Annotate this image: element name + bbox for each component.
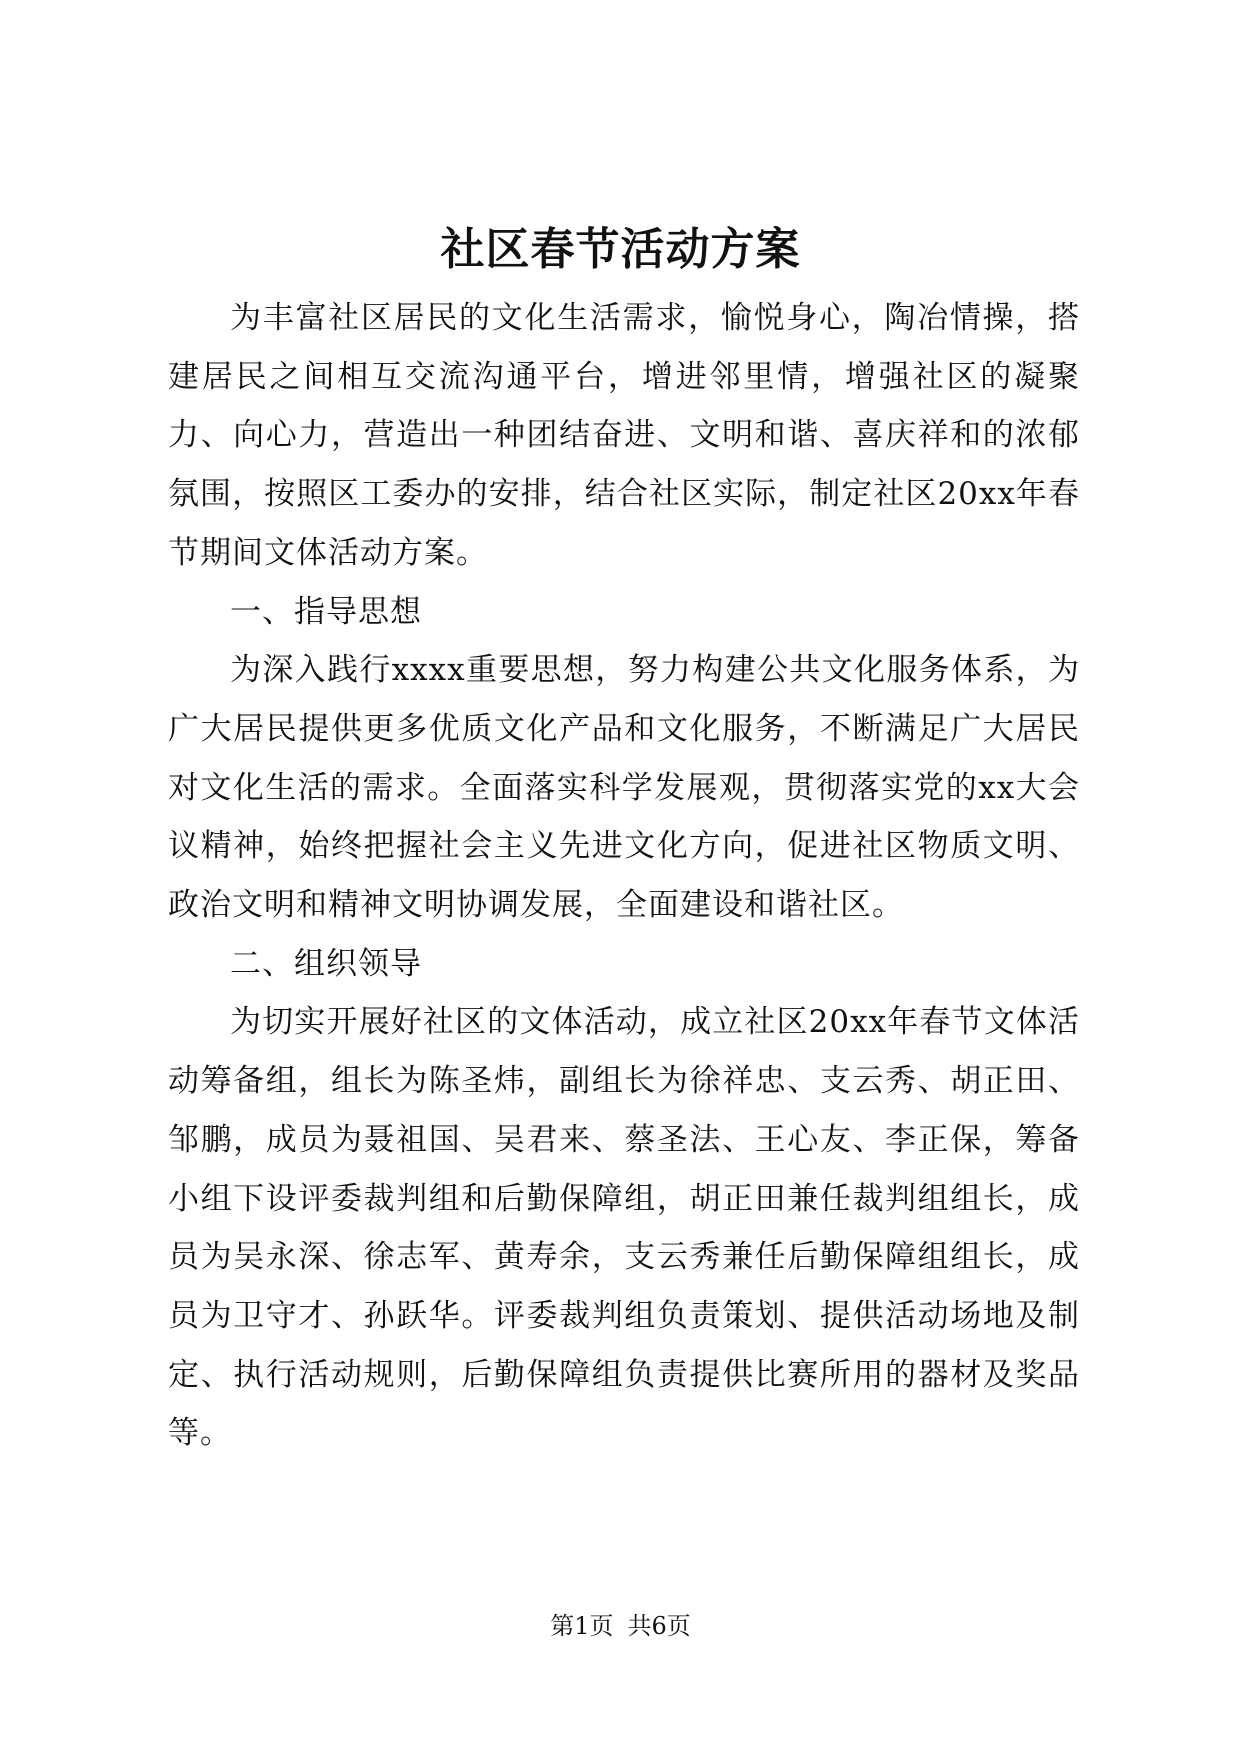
paragraph-organization: 为切实开展好社区的文体活动，成立社区20xx年春节文体活动筹备组，组长为陈圣炜，副组长为徐祥忠、支云秀、胡正田、邹鹏，成员为聂祖国、吴君来、蔡圣法、王心友、李正保，筹备小组下设评委裁判组和后勤保障组，胡正田兼任裁判组组长，成员为吴永深、徐志军、黄寿余，支云秀兼任后勤保障组组长，成员为卫守才、孙跃华。评委裁判组负责策划、提供活动场地及制定、执行活动规则，后勤保障组负责提供比赛所用的器材及奖品等。: [168, 1004, 1080, 1452]
page-number: 第1页: [550, 1612, 614, 1640]
paragraph-guiding-ideology: 为深入践行xxxx重要思想，努力构建公共文化服务体系，为广大居民提供更多优质文化产品和文化服务，不断满足广大居民对文化生活的需求。全面落实科学发展观，贯彻落实党的xx大会议精神，始终把握社会主义先进文化方向，促进社区物质文明、政治文明和精神文明协调发展，全面建设和谐社区。: [168, 652, 1080, 924]
page-footer: [0, 1611, 1241, 1641]
document-title: 社区春节活动方案: [440, 224, 801, 275]
section-heading-organization: 二、组织领导: [230, 945, 422, 982]
section-heading-guiding-ideology: 一、指导思想: [230, 593, 422, 630]
document-body: [168, 289, 1080, 1463]
page-total: 共6页: [627, 1612, 691, 1640]
paragraph-intro: 为丰富社区居民的文化生活需求，愉悦身心，陶冶情操，搭建居民之间相互交流沟通平台，增进邻里情，增强社区的凝聚力、向心力，营造出一种团结奋进、文明和谐、喜庆祥和的浓郁氛围，按照区工委办的安排，结合社区实际，制定社区20xx年春节期间文体活动方案。: [168, 300, 1080, 571]
